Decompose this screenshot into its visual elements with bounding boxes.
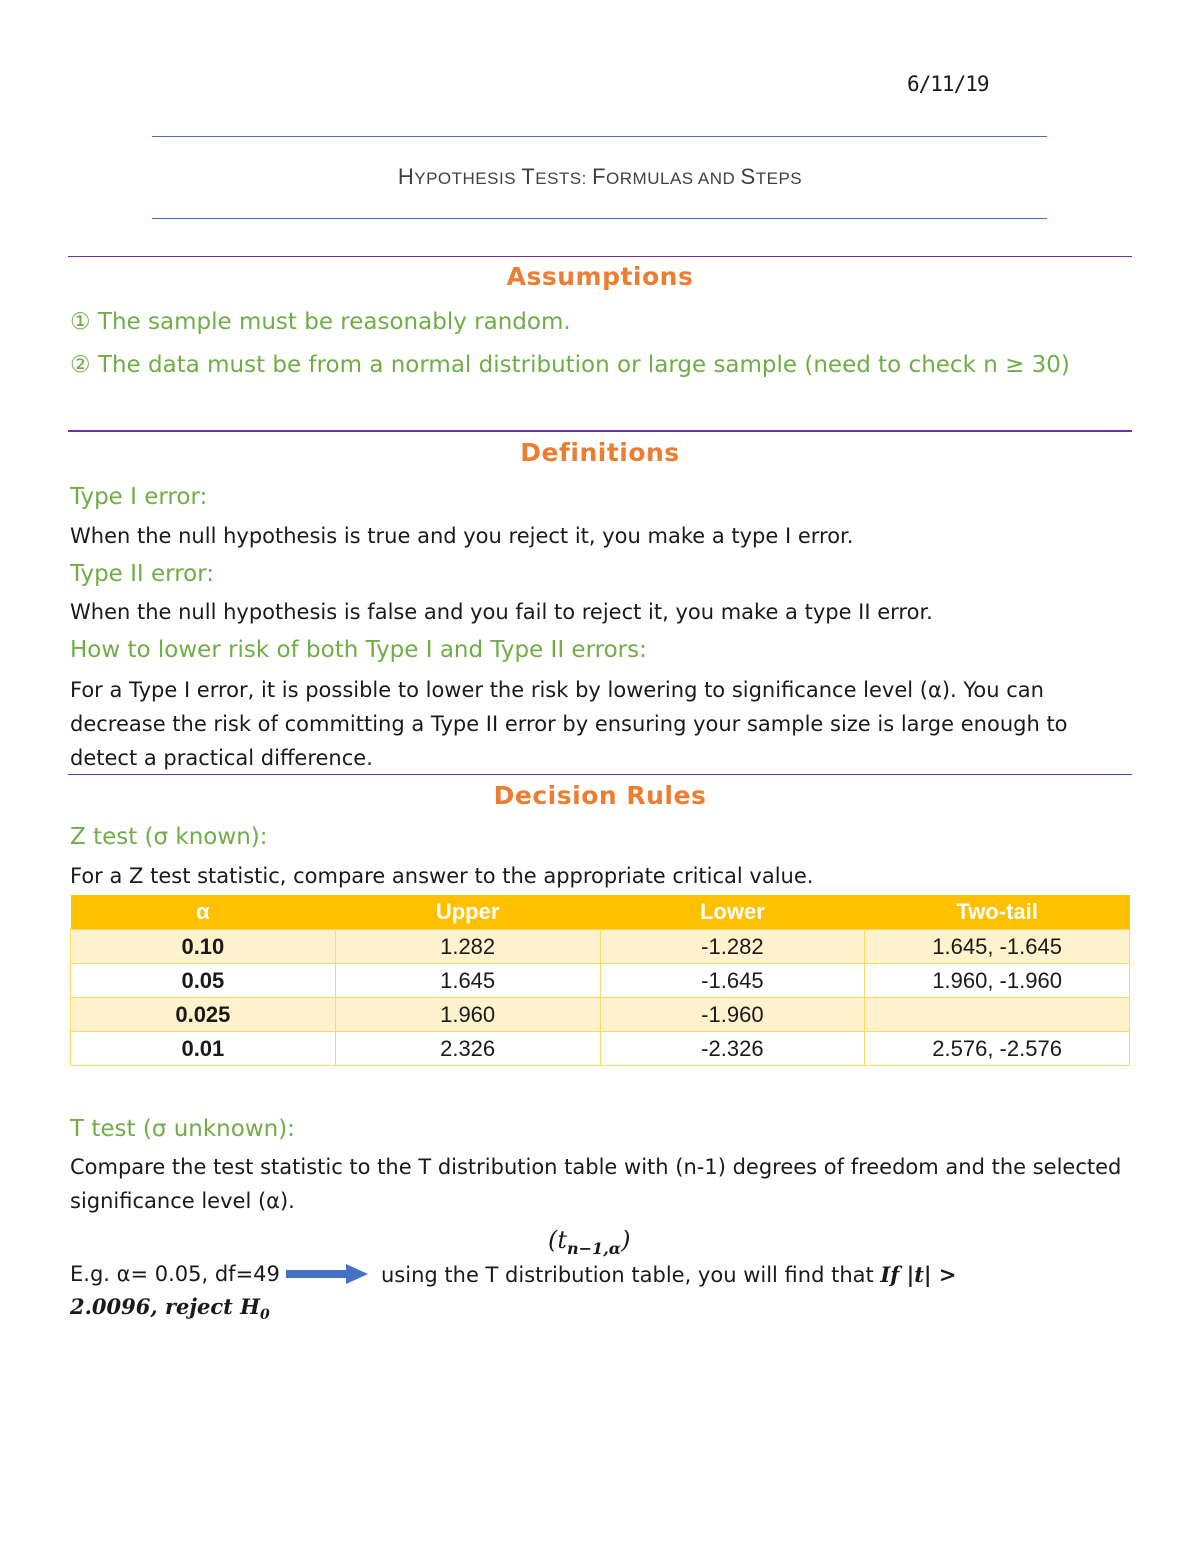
example-condition: If |t| > <box>880 1262 957 1287</box>
example-text <box>381 1262 956 1287</box>
table-cell: 0.025 <box>71 998 336 1032</box>
table-header-row <box>71 895 1130 930</box>
col-header-upper: Upper <box>335 895 600 930</box>
table-row <box>71 1032 1130 1066</box>
section-divider-decision <box>68 774 1132 775</box>
z-critical-values-table <box>70 895 1130 1066</box>
table-cell: 0.01 <box>71 1032 336 1066</box>
title-rule-top <box>152 136 1047 137</box>
example-text-body: using the T distribution table, you will find that <box>381 1263 874 1287</box>
t-formula-subscript: n−1,α <box>567 1238 622 1258</box>
section-divider-assumptions <box>68 256 1132 257</box>
table-cell: 1.960 <box>335 998 600 1032</box>
example-conclusion <box>70 1294 270 1323</box>
title-cap-letter: S <box>740 164 756 189</box>
assumption-item-1: ① The sample must be reasonably random. <box>70 309 571 335</box>
title-small-caps: YPOTHESIS <box>414 169 522 188</box>
title-small-caps: ORMULAS AND <box>606 169 741 188</box>
right-arrow-icon <box>286 1264 368 1284</box>
type1-text: When the null hypothesis is true and you reject it, you make a type I error. <box>70 524 854 548</box>
table-row <box>71 998 1130 1032</box>
page-title <box>0 164 1200 190</box>
table-cell: 0.10 <box>71 930 336 964</box>
table-cell: -1.645 <box>600 964 865 998</box>
col-header-lower: Lower <box>600 895 865 930</box>
table-cell: -1.960 <box>600 998 865 1032</box>
table-cell: -1.282 <box>600 930 865 964</box>
col-header-alpha: α <box>71 895 336 930</box>
table-cell: 2.576, -2.576 <box>865 1032 1130 1066</box>
table-cell: 1.960, -1.960 <box>865 964 1130 998</box>
table-cell: 2.326 <box>335 1032 600 1066</box>
lower-risk-label: How to lower risk of both Type I and Type II errors: <box>70 637 647 663</box>
title-rule-bottom <box>152 218 1047 219</box>
lower-risk-text: For a Type I error, it is possible to lower the risk by lowering to significance level (α). You can decrease the risk of committing a Type II error by ensuring your sample size is large enough to detect a practical difference. <box>70 678 1068 770</box>
type1-label: Type I error: <box>70 484 208 510</box>
col-header-two-tail: Two-tail <box>865 895 1130 930</box>
date: 6/11/19 <box>907 72 989 96</box>
table-cell: 1.645 <box>335 964 600 998</box>
title-cap-letter: T <box>521 164 536 189</box>
t-formula <box>548 1226 630 1258</box>
type2-label: Type II error: <box>70 561 215 587</box>
t-formula-open: (t <box>548 1226 568 1254</box>
title-cap-letter: F <box>592 164 607 189</box>
table-cell <box>865 998 1130 1032</box>
table-cell: 1.645, -1.645 <box>865 930 1130 964</box>
assumptions-heading: Assumptions <box>506 262 694 291</box>
t-test-label: T test (σ unknown): <box>70 1116 295 1142</box>
section-divider-definitions <box>68 430 1132 432</box>
decision-rules-heading: Decision Rules <box>493 781 707 810</box>
z-test-text: For a Z test statistic, compare answer to the appropriate critical value. <box>70 864 814 888</box>
title-cap-letter: H <box>397 164 415 189</box>
table-cell: 0.05 <box>71 964 336 998</box>
table-row <box>71 930 1130 964</box>
example-conclusion-subscript: 0 <box>260 1307 270 1324</box>
title-small-caps: TEPS <box>755 169 803 188</box>
assumption-item-2: ② The data must be from a normal distribution or large sample (need to check n ≥ 30) <box>70 352 1070 378</box>
table-cell: 1.282 <box>335 930 600 964</box>
z-test-label: Z test (σ known): <box>70 824 268 850</box>
table-cell: -2.326 <box>600 1032 865 1066</box>
type2-text: When the null hypothesis is false and you fail to reject it, you make a type II error. <box>70 600 933 624</box>
example-conclusion-text: 2.0096, reject H <box>70 1294 261 1319</box>
t-formula-close: ) <box>621 1226 631 1254</box>
table-row <box>71 964 1130 998</box>
definitions-heading: Definitions <box>520 438 680 467</box>
t-test-text: Compare the test statistic to the T distribution table with (n-1) degrees of freedom and the selected significance level (α). <box>70 1155 1122 1213</box>
title-small-caps: ESTS: <box>535 169 593 188</box>
example-prefix: E.g. α= 0.05, df=49 <box>70 1262 280 1286</box>
